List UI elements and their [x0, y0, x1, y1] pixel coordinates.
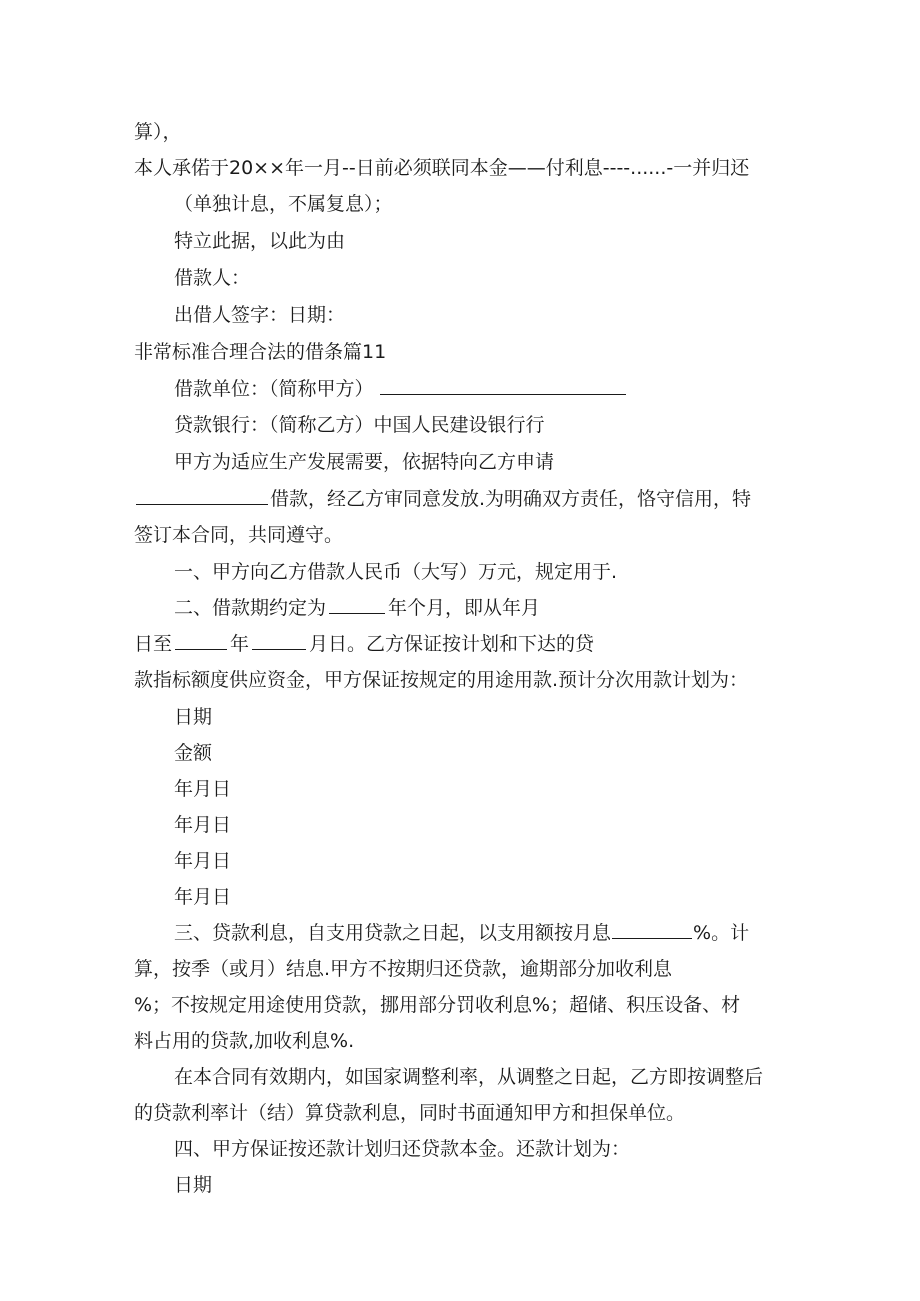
text-segment: 日至	[134, 633, 173, 655]
text-segment: %。计	[693, 922, 750, 944]
blank-underline	[380, 377, 626, 395]
blank-underline	[175, 632, 227, 650]
section-heading: 非常标准合理合法的借条篇11	[134, 341, 387, 363]
text-line: 贷款银行：（简称乙方）中国人民建设银行行	[174, 414, 545, 436]
text-line: 金额	[174, 742, 213, 764]
text-line: %；不按规定用途使用贷款，挪用部分罚收利息%；超储、积压设备、材	[134, 994, 741, 1016]
text-line: 年月日	[174, 886, 232, 908]
text-line: 年月日	[174, 814, 232, 836]
blank-underline	[329, 596, 385, 614]
text-line: 出借人签字：日期：	[174, 304, 346, 326]
text-line	[174, 377, 626, 401]
text-line	[174, 921, 749, 945]
text-line: 算），	[134, 121, 182, 143]
text-line: 特立此据，以此为由	[174, 230, 346, 252]
text-segment: 二、借款期约定为	[174, 597, 327, 619]
text-segment: 借款单位：（简称甲方）	[174, 378, 374, 400]
text-line: 日期	[174, 1174, 213, 1196]
text-line: 甲方为适应生产发展需要，依据特向乙方申请	[174, 451, 555, 473]
text-line	[134, 487, 751, 511]
text-segment: 三、贷款利息，自支用贷款之日起，以支用额按月息	[174, 922, 612, 944]
text-segment: 年个月，即从年月	[388, 597, 541, 619]
blank-underline	[612, 921, 692, 939]
text-line: 年月日	[174, 778, 232, 800]
text-segment: 年	[230, 633, 250, 655]
text-line: 借款人：	[174, 267, 251, 289]
blank-underline	[136, 487, 268, 505]
text-line	[134, 632, 594, 656]
text-line: 年月日	[174, 850, 232, 872]
text-line: 四、甲方保证按还款计划归还贷款本金。还款计划为：	[174, 1138, 631, 1160]
text-line: 一、甲方向乙方借款人民币（大写）万元，规定用于.	[174, 561, 618, 583]
text-line: 款指标额度供应资金，甲方保证按规定的用途用款.预计分次用款计划为：	[134, 669, 749, 691]
text-line: 料占用的贷款,加收利息%.	[134, 1030, 355, 1052]
text-line: 日期	[174, 706, 213, 728]
text-line	[174, 596, 540, 620]
text-line: 签订本合同，共同遵守。	[134, 524, 344, 546]
text-segment: 借款，经乙方审同意发放.为明确双方责任，恪守信用，特	[270, 488, 752, 510]
text-segment: 月日。乙方保证按计划和下达的贷	[309, 633, 595, 655]
blank-underline	[252, 632, 306, 650]
text-line: 在本合同有效期内，如国家调整利率，从调整之日起，乙方即按调整后	[174, 1066, 764, 1088]
text-line: 算，按季（或月）结息.甲方不按期归还贷款，逾期部分加收利息	[134, 958, 673, 980]
text-line: 的贷款利率计（结）算贷款利息，同时书面通知甲方和担保单位。	[134, 1102, 686, 1124]
text-line: （单独计息，不属复息）；	[174, 193, 393, 215]
text-line: 本人承偌于20××年一月--日前必须联同本金——付利息----......-一并归还	[134, 157, 750, 179]
